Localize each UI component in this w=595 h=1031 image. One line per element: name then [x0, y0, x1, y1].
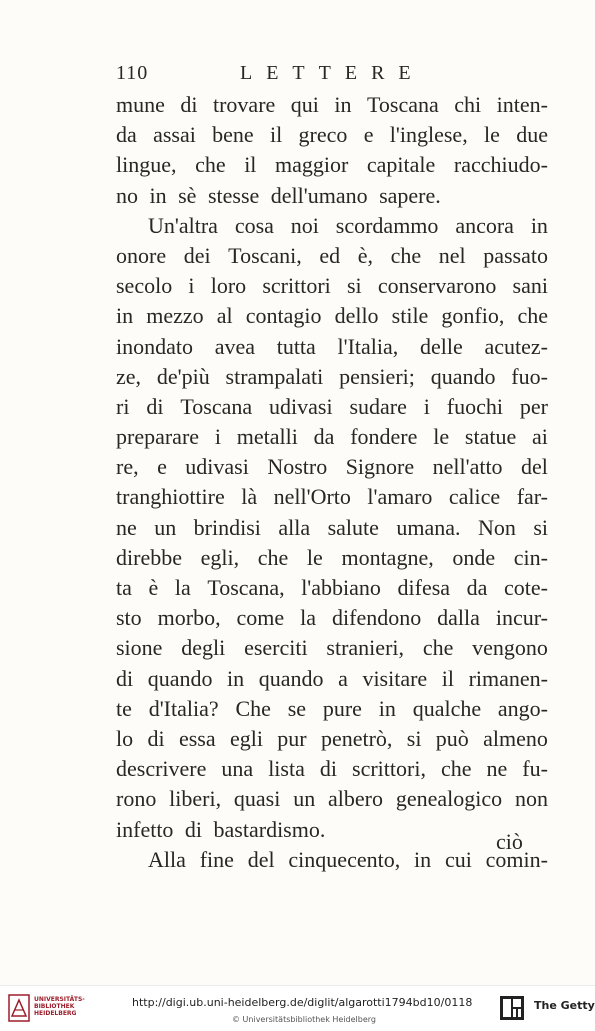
viewer-footer	[0, 985, 595, 1031]
library-name-line: HEIDELBERG	[34, 1010, 77, 1017]
text-line: onore dei Toscani, ed è, che nel passato	[116, 242, 548, 268]
running-title: LETTERE	[240, 62, 425, 84]
text-line: preparare i metalli da fondere le statue ai	[116, 424, 548, 450]
text-line: in mezzo al contagio dello stile gonfio, che	[116, 303, 548, 329]
text-line: da assai bene il greco e l'inglese, le due	[116, 122, 548, 148]
text-line: ne un brindisi alla salute umana. Non si	[116, 514, 548, 540]
library-name-line: BIBLIOTHEK	[34, 1003, 75, 1010]
text-line: descrivere una lista di scrittori, che ne fu-	[116, 756, 548, 782]
text-line: te d'Italia? Che se pure in qualche ango-	[116, 695, 548, 721]
text-line: ri di Toscana udivasi sudare i fuochi per	[116, 393, 548, 419]
text-line: mune di trovare qui in Toscana chi inten-	[116, 92, 548, 117]
text-line: re, e udivasi Nostro Signore nell'atto del	[116, 454, 548, 480]
text-line: ta è la Toscana, l'abbiano difesa da cote-	[116, 575, 548, 600]
text-line: Alla fine del cinquecento, in cui comin-	[148, 846, 548, 872]
text-line: direbbe egli, che le montagne, onde cin-	[116, 544, 548, 570]
text-line: ze, de'più strampalati pensieri; quando fuo-	[116, 363, 548, 389]
page-number: 110	[116, 62, 149, 84]
text-line: sto morbo, come la difendono dalla incur-	[116, 605, 548, 631]
text-line: secolo i loro scrittori si conservarono sani	[116, 273, 548, 299]
text-line: inondato avea tutta l'Italia, delle acutez-	[116, 333, 548, 359]
text-line: di quando in quando a visitare il rimanen-	[116, 665, 548, 691]
page-header	[116, 62, 546, 90]
catchword: ciò	[496, 829, 523, 854]
permalink-url[interactable]: http://digi.ub.uni-heidelberg.de/diglit/algarotti1794bd10/0118	[132, 996, 473, 1009]
text-line: no in sè stesse dell'umano sapere.	[116, 182, 441, 208]
text-line: lo di essa egli pur penetrò, si può almeno	[116, 725, 548, 751]
text-line: lingue, che il maggior capitale racchiudo-	[116, 152, 548, 178]
copyright-notice: © Universitätsbibliothek Heidelberg	[232, 1015, 377, 1024]
text-line: Un'altra cosa noi scordammo ancora in	[148, 212, 548, 238]
text-line: rono liberi, quasi un albero genealogico non	[116, 786, 548, 812]
body-text	[116, 90, 548, 875]
text-line: sione degli eserciti stranieri, che vengono	[116, 635, 548, 661]
library-name-line: UNIVERSITÄTS-	[34, 996, 85, 1003]
library-name	[34, 996, 85, 1017]
text-line: tranghiottire là nell'Orto l'amaro calice far-	[116, 484, 548, 510]
university-seal-icon	[8, 994, 30, 1022]
getty-logo-icon	[500, 996, 524, 1020]
text-line: infetto di bastardismo.	[116, 816, 326, 842]
partner-name: The Getty	[534, 999, 595, 1012]
